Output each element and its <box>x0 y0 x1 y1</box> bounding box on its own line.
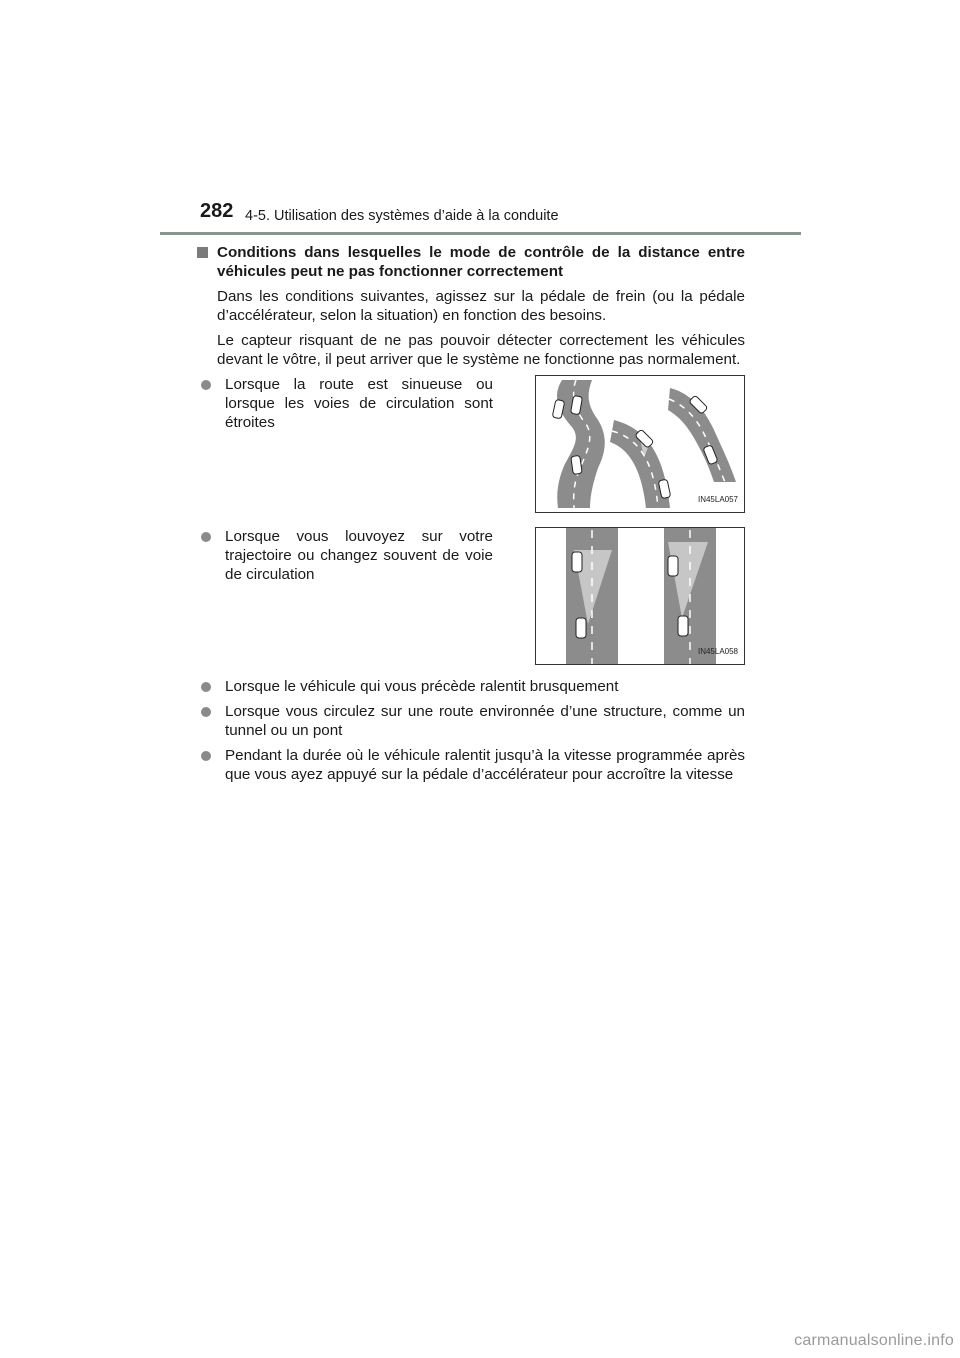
bullet-dot-icon <box>201 532 211 542</box>
bullet-item <box>197 746 745 784</box>
bullet-item <box>197 677 745 696</box>
bullet-text: Pendant la durée où le véhicule ralentit jusqu’à la vitesse programmée après que vous ayez appuyé sur la pédale d’accélérateur pour accroître la vitesse <box>225 747 745 783</box>
square-bullet-icon <box>197 247 208 258</box>
chapter-title: 4-5. Utilisation des systèmes d’aide à la conduite <box>245 208 559 224</box>
bullet-dot-icon <box>201 751 211 761</box>
bullet-dot-icon <box>201 380 211 390</box>
bullet-text: Lorsque vous louvoyez sur votre trajectoire ou changez souvent de voie de circulation <box>225 528 493 583</box>
paragraph: Dans les conditions suivantes, agissez sur la pédale de frein (ou la pédale d’accélérateur, selon la situation) en fonction des besoins. <box>217 288 745 324</box>
bullet-item <box>197 375 493 513</box>
paragraph: Le capteur risquant de ne pas pouvoir détecter correctement les véhicules devant le vôtre, il peut arriver que le système ne fonctionne pas normalement. <box>217 332 745 368</box>
figure-code: IN45LA058 <box>697 647 738 656</box>
bullet-text: Lorsque la route est sinueuse ou lorsque les voies de circulation sont étroites <box>225 376 493 431</box>
bullet-text: Lorsque le véhicule qui vous précède ralentit brusquement <box>225 678 619 695</box>
page-number: 282 <box>200 200 234 222</box>
bullet-dot-icon <box>201 707 211 717</box>
bullet-dot-icon <box>201 682 211 692</box>
bullet-text: Lorsque vous circulez sur une route environnée d’une structure, comme un tunnel ou un pont <box>225 703 745 739</box>
bullet-item <box>197 702 745 740</box>
bullet-with-figure <box>197 527 745 665</box>
bullet-item <box>197 527 493 665</box>
section-heading <box>197 243 745 281</box>
watermark: carmanualsonline.info <box>794 1332 954 1349</box>
header-rule <box>160 232 801 235</box>
figure-code: IN45LA057 <box>697 495 738 504</box>
figure-winding-road <box>535 375 745 513</box>
figure-straight-road <box>535 527 745 665</box>
section-heading-text: Conditions dans lesquelles le mode de contrôle de la distance entre véhicules peut ne pas fonctionner correctement <box>217 244 745 280</box>
bullet-with-figure <box>197 375 745 513</box>
page-content <box>197 243 745 784</box>
